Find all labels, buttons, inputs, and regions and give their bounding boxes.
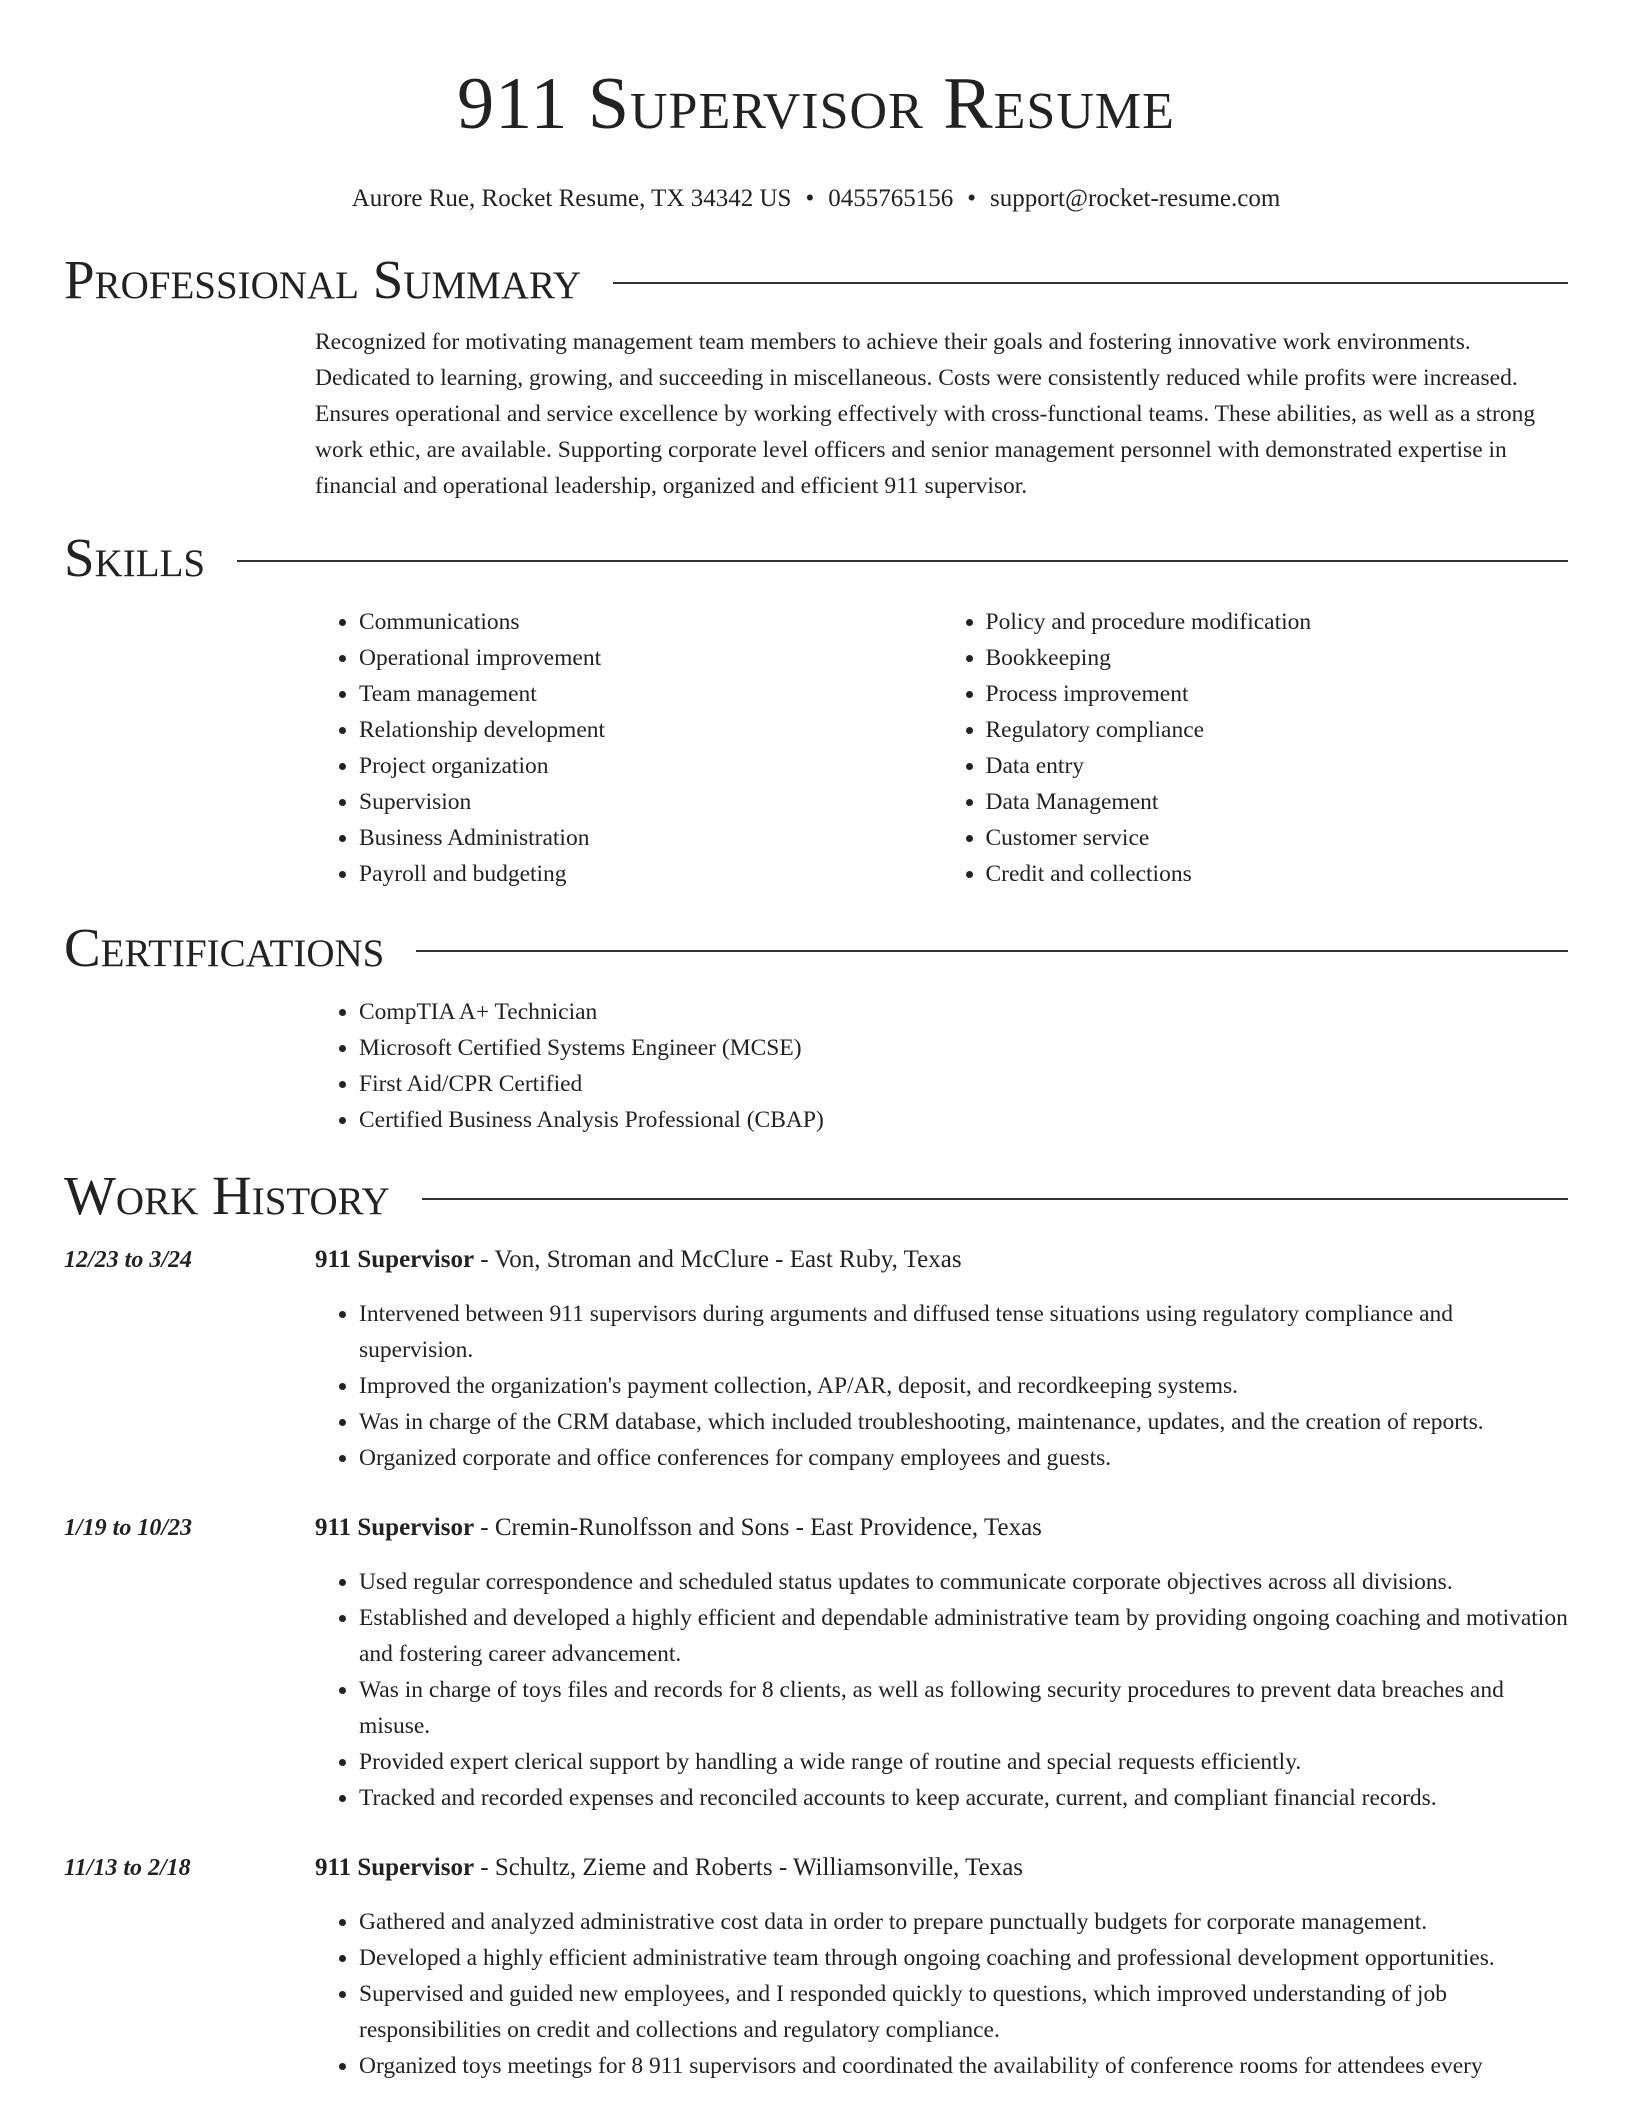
- job-body: [315, 1850, 1568, 2084]
- job-entry: [64, 1850, 1568, 2084]
- skills-list: [315, 604, 1568, 892]
- job-bullet: • Established and developed a highly efficient and dependable administrative team by providing ongoing coaching and motivation and fostering career advancement.: [359, 1600, 1568, 1672]
- job-bullets: [315, 1296, 1568, 1476]
- section-divider: [237, 560, 1568, 562]
- skill-item: • Team management: [359, 676, 942, 712]
- skill-item: • Relationship development: [359, 712, 942, 748]
- job-bullet: • Tracked and recorded expenses and reconciled accounts to keep accurate, current, and compliant financial records.: [359, 1780, 1568, 1816]
- skill-item: • Payroll and budgeting: [359, 856, 942, 892]
- job-dates: 11/13 to 2/18: [64, 1855, 191, 1881]
- skills-column-right: [942, 604, 1569, 892]
- job-entry: [64, 1510, 1568, 1816]
- skill-item: • Policy and procedure modification: [986, 604, 1569, 640]
- job-title: 911 Supervisor: [315, 1246, 475, 1273]
- skill-item: • Bookkeeping: [986, 640, 1569, 676]
- section-divider: [613, 282, 1568, 284]
- section-title-skills: Skills: [64, 527, 206, 588]
- job-company-location: - Von, Stroman and McClure - East Ruby, Texas: [474, 1246, 962, 1273]
- section-header-skills: [64, 526, 1568, 590]
- job-bullets: [315, 1904, 1568, 2084]
- skill-item: • Regulatory compliance: [986, 712, 1569, 748]
- skill-item: • Communications: [359, 604, 942, 640]
- contact-phone: 0455765156: [828, 185, 954, 212]
- section-header-summary: [64, 248, 1568, 312]
- job-bullet: • Organized toys meetings for 8 911 supervisors and coordinated the availability of conference rooms for attendees every: [359, 2048, 1568, 2084]
- job-company-location: - Cremin-Runolfsson and Sons - East Providence, Texas: [474, 1514, 1042, 1541]
- skill-item: • Data entry: [986, 748, 1569, 784]
- contact-separator: •: [967, 185, 976, 212]
- contact-address: Aurore Rue, Rocket Resume, TX 34342 US: [351, 185, 792, 212]
- section-divider: [416, 950, 1568, 952]
- certification-item: • CompTIA A+ Technician: [359, 994, 1568, 1030]
- job-bullet: • Provided expert clerical support by handling a wide range of routine and special requests efficiently.: [359, 1744, 1568, 1780]
- job-bullet: • Developed a highly efficient administrative team through ongoing coaching and professional development opportunities.: [359, 1940, 1568, 1976]
- job-heading: [315, 1850, 1568, 1886]
- job-heading: [315, 1510, 1568, 1546]
- contact-separator: •: [805, 185, 815, 212]
- section-header-certifications: [64, 916, 1568, 980]
- section-divider: [422, 1198, 1568, 1200]
- job-heading: [315, 1242, 1568, 1278]
- job-bullets: [315, 1564, 1568, 1816]
- contact-line: [64, 184, 1568, 214]
- skill-item: • Process improvement: [986, 676, 1569, 712]
- skill-item: • Project organization: [359, 748, 942, 784]
- job-bullet: • Was in charge of toys files and records for 8 clients, as well as following security procedures to prevent data breaches and misuse.: [359, 1672, 1568, 1744]
- job-bullet: • Intervened between 911 supervisors during arguments and diffused tense situations using regulatory compliance and supervision.: [359, 1296, 1568, 1368]
- contact-email[interactable]: support@rocket-resume.com: [990, 185, 1281, 212]
- skill-item: • Credit and collections: [986, 856, 1569, 892]
- job-bullet: • Supervised and guided new employees, and I responded quickly to questions, which improved understanding of job responsibilities on credit and collections and regulatory compliance.: [359, 1976, 1568, 2048]
- job-bullet: • Used regular correspondence and scheduled status updates to communicate corporate objectives across all divisions.: [359, 1564, 1568, 1600]
- skill-item: • Business Administration: [359, 820, 942, 856]
- certification-item: • First Aid/CPR Certified: [359, 1066, 1568, 1102]
- section-title-summary: Professional Summary: [64, 249, 582, 310]
- certification-item: • Certified Business Analysis Professional (CBAP): [359, 1102, 1568, 1138]
- work-history-list: [64, 1242, 1568, 2084]
- skill-item: • Operational improvement: [359, 640, 942, 676]
- certification-item: • Microsoft Certified Systems Engineer (MCSE): [359, 1030, 1568, 1066]
- job-body: [315, 1510, 1568, 1816]
- job-bullet: • Gathered and analyzed administrative cost data in order to prepare punctually budgets for corporate management.: [359, 1904, 1568, 1940]
- skill-item: • Supervision: [359, 784, 942, 820]
- job-entry: [64, 1242, 1568, 1476]
- summary-content: [315, 324, 1568, 504]
- certifications-items: [315, 994, 1568, 1138]
- section-title-certifications: Certifications: [64, 917, 385, 978]
- skills-column-left: [315, 604, 942, 892]
- resume-title: 911 Supervisor Resume: [457, 63, 1175, 145]
- skill-item: • Data Management: [986, 784, 1569, 820]
- section-title-work-history: Work History: [64, 1165, 390, 1226]
- certifications-list: [315, 994, 1568, 1138]
- job-title: 911 Supervisor: [315, 1854, 475, 1881]
- skill-item: • Customer service: [986, 820, 1569, 856]
- job-dates: 1/19 to 10/23: [64, 1515, 193, 1541]
- summary-text: Recognized for motivating management team members to achieve their goals and fostering innovative work environments. Dedicated to learning, growing, and succeeding in miscellaneous. Costs were consistently reduced while profits were increased. Ensures operational and service excellence by working effectively with cross-functional teams. These abilities, as well as a strong work ethic, are available. Supporting corporate level officers and senior management personnel with demonstrated expertise in financial and operational leadership, organized and efficient 911 supervisor.: [315, 329, 1536, 499]
- job-title: 911 Supervisor: [315, 1514, 475, 1541]
- job-bullet: • Organized corporate and office conferences for company employees and guests.: [359, 1440, 1568, 1476]
- job-company-location: - Schultz, Zieme and Roberts - Williamsonville, Texas: [474, 1854, 1024, 1881]
- job-bullet: • Was in charge of the CRM database, which included troubleshooting, maintenance, updates, and the creation of reports.: [359, 1404, 1568, 1440]
- job-body: [315, 1242, 1568, 1476]
- job-bullet: • Improved the organization's payment collection, AP/AR, deposit, and recordkeeping systems.: [359, 1368, 1568, 1404]
- job-dates: 12/23 to 3/24: [64, 1247, 193, 1273]
- section-header-work-history: [64, 1164, 1568, 1228]
